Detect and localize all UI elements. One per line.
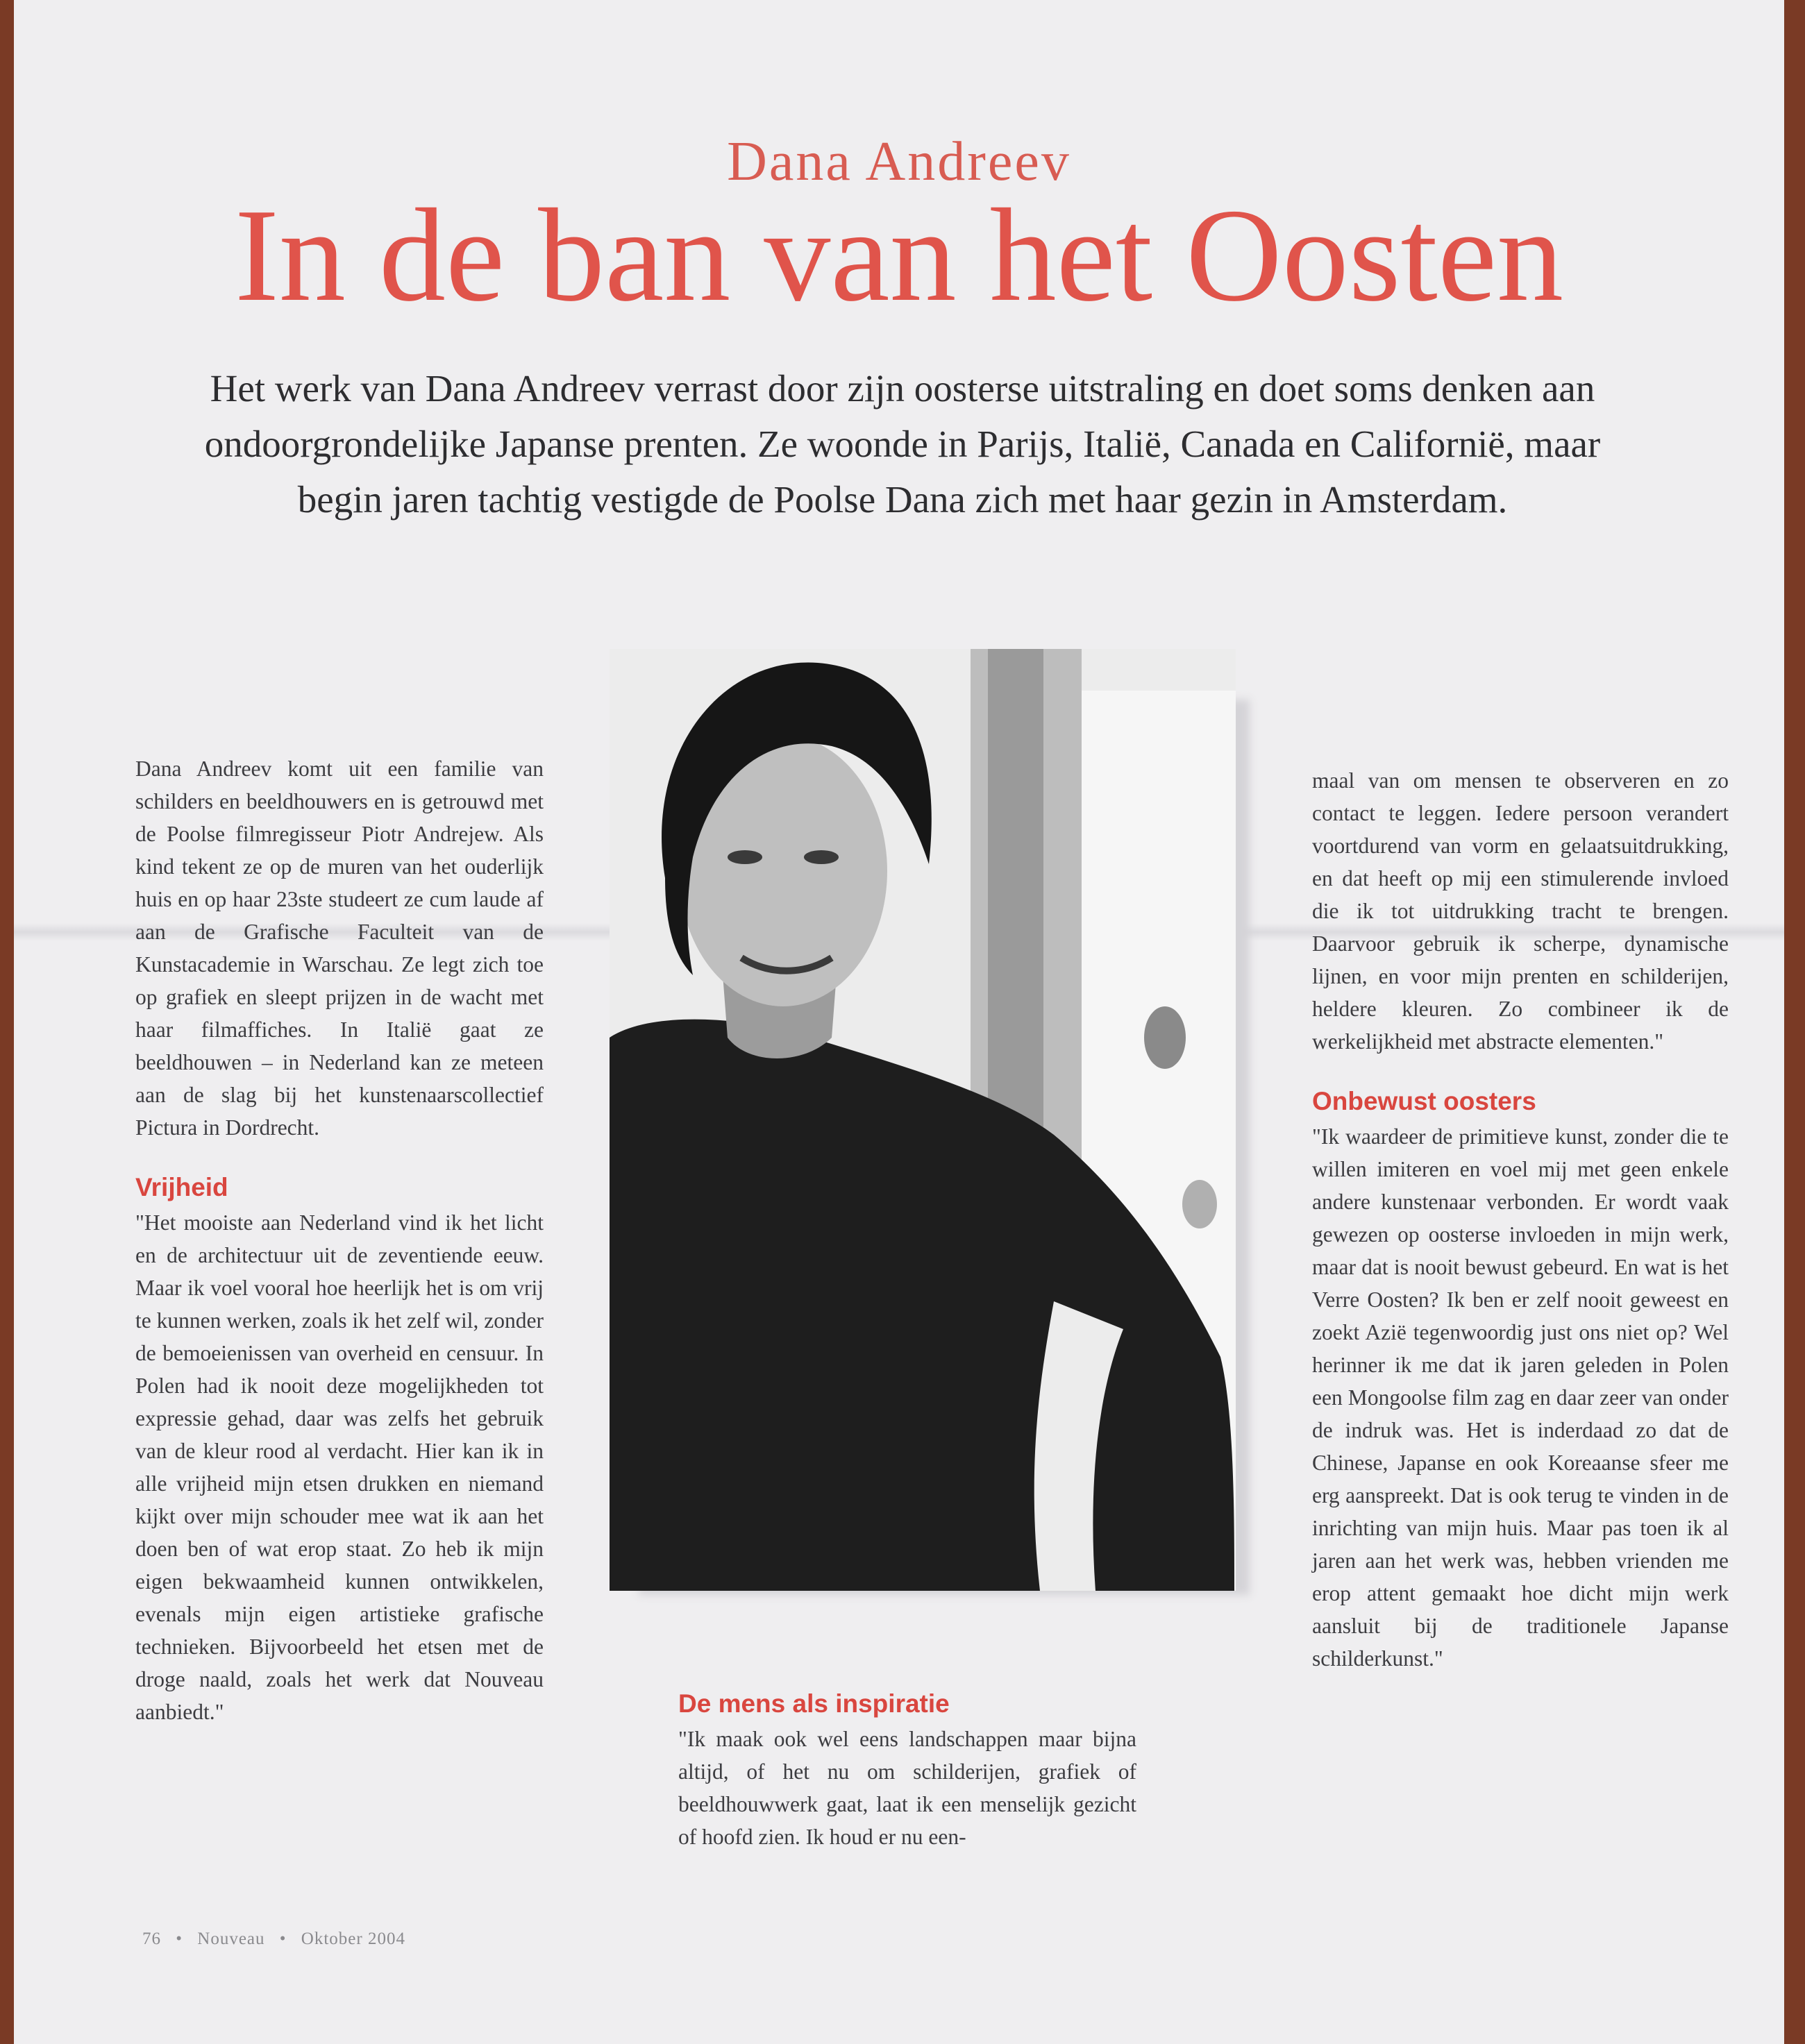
left-paragraph-1: Dana Andreev komt uit een familie van schilders en beeldhouwers en is getrouwd met de Poolse filmregisseur Piotr Andrejew. Als kind tekent ze op de muren van het ouderlijk huis en op haar 23ste studeert ze cum laude af aan de Grafische Faculteit van de Kunstacademie in Warschau. Ze legt zich toe op grafiek en sleept prijzen in de wacht met haar filmaffiches. In Italië gaat ze beeldhouwen – in Nederland kan ze meteen aan de slag bij het kunstenaarscollectief Pictura in Dordrecht.	[135, 757, 544, 1140]
left-column	[135, 752, 544, 1728]
middle-column	[678, 1688, 1136, 1853]
right-column	[1312, 764, 1729, 1675]
right-paragraph-2: "Ik waardeer de primitieve kunst, zonder die te willen imiteren en voel mij met geen enkele andere kunstenaar verbonden. Er wordt vaak gewezen op oosterse invloeden in mijn werk, maar dat is nooit bewust gebeurd. En wat is het Verre Oosten? Ik ben er zelf nooit geweest en zoekt Azië tegenwoordig just ons niet op? Wel herinner ik me dat ik jaren geleden in Polen een Mongoolse film zag en daar zeer van onder de indruk was. Het is inderdaad zo dat de Chinese, Japanse en ook Koreaanse sfeer me erg aanspreekt. Dat is ook terug te vinden in de inrichting van mijn huis. Maar pas toen ik al jaren aan het werk was, hebben vrienden me erop attent gemaakt hoe dicht mijn werk aansluit bij de traditionele Japanse schilderkunst."	[1312, 1124, 1729, 1671]
portrait-photo	[610, 649, 1236, 1591]
portrait-illustration	[610, 649, 1236, 1591]
footer-separator: •	[176, 1929, 183, 1948]
magazine-page	[14, 0, 1784, 2044]
left-paragraph-2: "Het mooiste aan Nederland vind ik het licht en de architectuur uit de zeventiende eeuw. Maar ik voel vooral hoe heerlijk het is om vrij te kunnen werken, zoals ik het zelf wil, zonder de bemoeienissen van overheid en censuur. In Polen had ik nooit deze mogelijkheden tot expressie gehad, daar was zelfs het gebruik van de kleur rood al verdacht. Hier kan ik in alle vrijheid mijn etsen drukken en niemand kijkt over mijn schouder mee wat ik aan het doen ben of wat erop staat. Zo heb ik mijn eigen bekwaamheid kunnen ontwikkelen, evenals mijn eigen artistieke grafische technieken. Bijvoorbeeld het etsen met de droge naald, zoals het werk dat Nouveau aanbiedt."	[135, 1210, 544, 1724]
article-kicker: Dana Andreev	[727, 131, 1071, 192]
subheading-onbewust-oosters: Onbewust oosters	[1312, 1087, 1536, 1115]
article-intro: Het werk van Dana Andreev verrast door zijn oosterse uitstraling en doet soms denken aan ondoorgrondelijke Japanse prenten. Ze woonde in Parijs, Italië, Canada en Californië, maar begin jaren tachtig vestigde de Poolse Dana zich met haar gezin in Amsterdam.	[204, 367, 1601, 521]
issue-date: Oktober 2004	[301, 1929, 405, 1948]
right-paragraph-1: maal van om mensen te observeren en zo contact te leggen. Iedere persoon verandert voortdurend van vorm en gelaatsuitdrukking, en dat heeft op mij een stimulerende invloed die ik tot uitdrukking tracht te brengen. Daarvoor gebruik ik scherpe, dynamische lijnen, en voor mijn prenten en schilderijen, heldere kleuren. Zo combineer ik de werkelijkheid met abstracte elementen."	[1312, 768, 1729, 1054]
page-footer	[142, 1929, 415, 1949]
footer-separator: •	[279, 1929, 287, 1948]
magazine-name: Nouveau	[197, 1929, 265, 1948]
middle-paragraph-1: "Ik maak ook wel eens landschappen maar bijna altijd, of het nu om schilderijen, grafiek of beeldhouwwerk gaat, laat ik een menselijk gezicht of hoofd zien. Ik houd er nu een-	[678, 1727, 1136, 1849]
page-number: 76	[142, 1929, 161, 1948]
article-title: In de ban van het Oosten	[234, 181, 1564, 329]
subheading-de-mens-als-inspiratie: De mens als inspiratie	[678, 1689, 950, 1718]
subheading-vrijheid: Vrijheid	[135, 1173, 228, 1201]
